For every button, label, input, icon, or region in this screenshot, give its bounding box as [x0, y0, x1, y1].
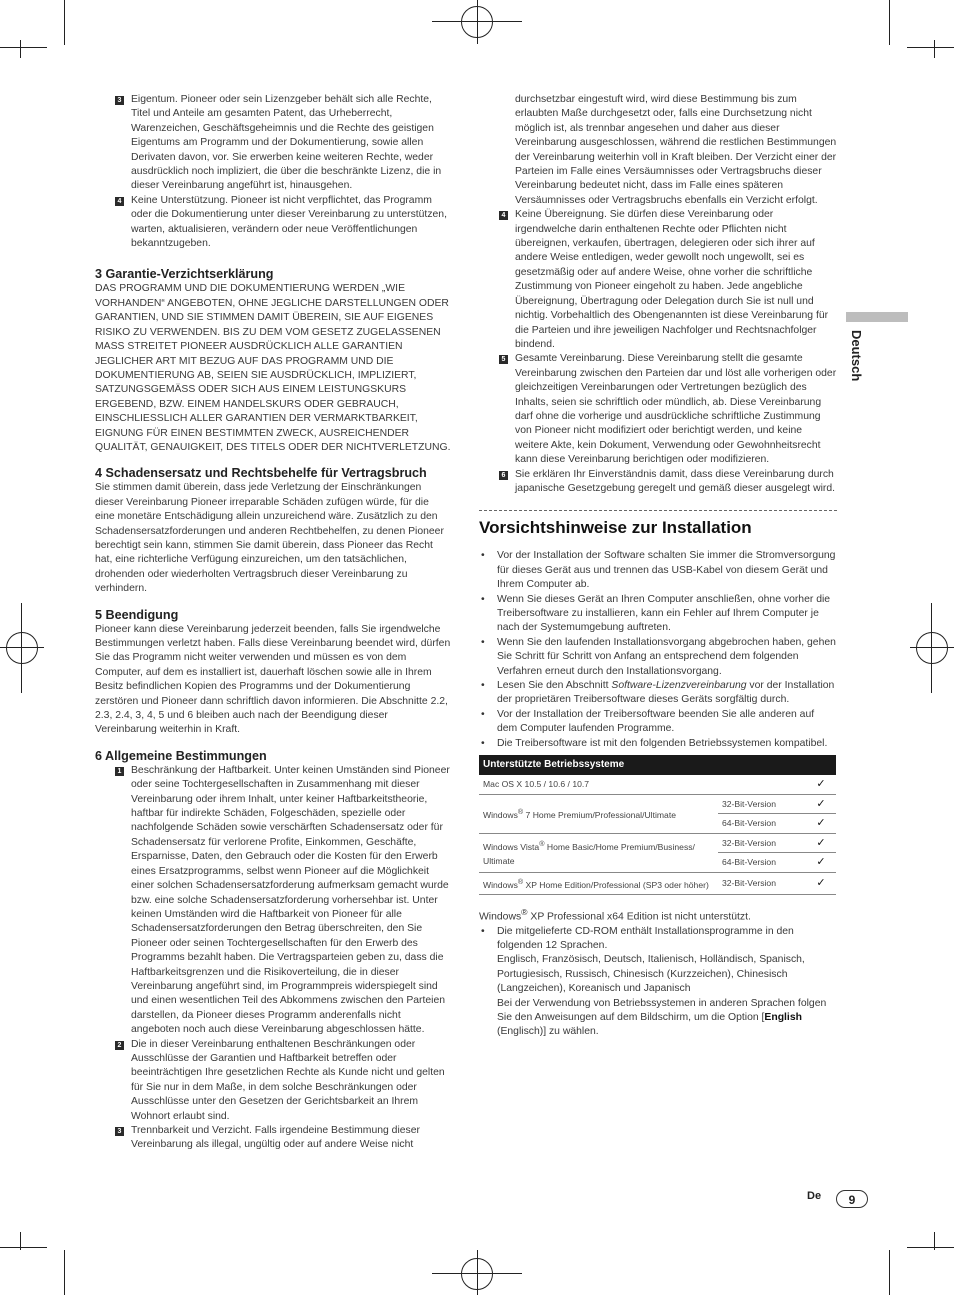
bullet-item — [479, 925, 837, 1040]
os-version: 32-Bit-Version — [718, 794, 806, 813]
section-text-5: Pioneer kann diese Vereinbarung jederzeit beenden, falls Sie irgendwelche Bestimmungen verletzt haben. Falls diese Vereinbarung beendet wird, dürfen Sie das Programm nicht weiter verwenden und müssen es von dem Computer, auf dem es installiert ist, dauerhaft löschen sowie alle in Ihrem Besitz befindlichen Kopien des Programms und der Dokumentierung zerstören und Pioneer dann schriftlich davon informieren. Die Abschnitte 2.2, 2.3, 2.4, 3, 4, 5 und 6 bleiben auch nach der Beendigung dieser Vereinbarung weiterhin in Kraft. — [95, 623, 451, 736]
left-column — [95, 93, 451, 1153]
bullet-item — [479, 636, 837, 679]
os-table-header: Unterstützte Betriebssysteme — [479, 755, 836, 775]
bullet-text: Vor der Installation der Treibersoftware beenden Sie alle anderen auf dem Computer laufenden Programme. — [497, 708, 815, 735]
item-number: 6 — [499, 471, 508, 480]
page-number: 9 — [836, 1190, 868, 1208]
check-icon: ✓ — [806, 814, 836, 833]
os-name — [479, 872, 718, 894]
os-name — [479, 794, 718, 833]
bullet-emphasis: Software-Lizenzvereinbarung — [611, 680, 747, 692]
section-divider — [479, 510, 837, 511]
bullet-item — [479, 549, 837, 592]
os-table — [479, 755, 836, 895]
os-name-part: Windows — [483, 879, 518, 890]
os-name — [479, 833, 718, 872]
registered-mark: ® — [521, 906, 528, 917]
item-text: Sie erklären Ihr Einverständnis damit, dass diese Vereinbarung durch japanische Gesetzgebung geregelt und gemäß dieser ausgelegt wird. — [515, 468, 836, 494]
note-text: Windows — [479, 911, 522, 923]
bullet-item — [479, 737, 837, 751]
list-item — [95, 93, 451, 194]
bullet-item — [479, 679, 837, 708]
os-version: 32-Bit-Version — [718, 833, 806, 852]
os-version: 64-Bit-Version — [718, 853, 806, 872]
bullet-text: Die Treibersoftware ist mit den folgenden Betriebssystemen kompatibel. — [497, 737, 828, 749]
list-item — [479, 468, 837, 497]
bullet-text: Wenn Sie dieses Gerät an Ihren Computer anschließen, ohne vorher die Treibersoftware zu installieren, kann ein Fehler auf Ihrem Computer je nach der Systemumgebung auftreten. — [497, 593, 831, 634]
bullet-text: Wenn Sie den laufenden Installationsvorgang abgebrochen haben, gehen Sie Schritt für Schritt von Anfang an entsprechend dem folgenden Verfahren erneut durch den Installationsvorgang. — [497, 636, 836, 677]
section-heading-6: 6 Allgemeine Bestimmungen — [95, 748, 267, 763]
right-column — [479, 93, 837, 1040]
registered-mark: ® — [517, 877, 524, 886]
bullet-text: Vor der Installation der Software schalten Sie immer die Stromversorgung für dieses Gerät aus und trennen das USB-Kabel von diesem Gerät und Ihrem Computer ab. — [497, 550, 836, 591]
bullet-text: vor der Installation der proprietären Treibersoftware dieses Geräts sorgfältig durch. — [497, 680, 835, 706]
os-name-part: Home Basic/Home Premium/Business/ Ultimate — [483, 841, 695, 867]
bullet-text: • Die mitgelieferte CD-ROM enthält Installationsprogramme in den folgenden 12 Sprachen. — [497, 925, 794, 952]
option-name: English — [764, 1012, 802, 1024]
registered-mark: ® — [539, 839, 545, 848]
os-name-part: Windows — [483, 810, 518, 820]
continued-text: durchsetzbar eingestuft wird, wird diese Bestimmung bis zum erlaubten Maße durchgesetzt oder, falls eine Durchsetzung nicht möglich ist, als trennbar angesehen und daher aus dieser Vereinbarung ausgeschlossen, während die restlichen Bestimmungen der Vereinbarung weiterhin voll in Kraft bleiben. Der Verzicht einer der Parteien im Falle eines Versäumnisses oder Vertragsbruchs dieser Vereinbarung bedeutet nicht, dass im Falle eines späteren Versäumnisses oder Vertragsbruchs ebenfalls ein Verzicht erfolgt. — [515, 94, 837, 206]
item-number: 1 — [115, 767, 124, 776]
bullet-text: Bei der Verwendung von Betriebssystemen in anderen Sprachen folgen Sie den Anweisungen auf dem Bildschirm, um die Option [ — [497, 997, 827, 1024]
bullet-text: (Englisch)] zu wählen. — [497, 1026, 599, 1038]
side-language-label: Deutsch — [849, 330, 864, 382]
bullet-item — [479, 593, 837, 636]
bullet-item — [479, 708, 837, 737]
item-text: Gesamte Vereinbarung. Diese Vereinbarung stellt die gesamte Vereinbarung zwischen den Parteien dar und löst alle vorherigen oder gleichzeitigen Vereinbarungen oder Vertretungen bezüglich des Inhalts, seien sie schriftlich oder mündlich, ab. Diese Vereinbarung darf ohne die vorherige und ausdrückliche schriftliche Zustimmung von Pioneer nicht modifiziert oder berichtigt werden, und keine weitere Akte, kein Dokument, Verwendung oder Gewohnheitsrecht kann diese Vereinbarung berichtigen oder modifizieren. — [515, 353, 837, 466]
list-item — [479, 208, 837, 352]
section-heading-4: 4 Schadensersatz und Rechtsbehelfe für Vertragsbruch — [95, 466, 427, 481]
check-icon: ✓ — [806, 853, 836, 872]
os-name: Mac OS X 10.5 / 10.6 / 10.7 — [479, 775, 806, 794]
os-name-part: Windows Vista — [483, 841, 540, 852]
item-text: Die in dieser Vereinbarung enthaltenen Beschränkungen oder Ausschlüsse der Garantien und Haftbarkeit betreffen oder beeinträchtigen Ihre gesetzlichen Rechte als Kunde nicht und gelten für Sie nur in dem Maße, in dem solche Beschränkungen oder Ausschlüsse unter den Gesetzen der Gerichtsbarkeit an Ihrem Wohnort erlaubt sind. — [131, 1038, 445, 1122]
item-number: 3 — [115, 96, 124, 105]
table-row — [479, 794, 836, 813]
check-icon: ✓ — [806, 794, 836, 813]
table-row — [479, 833, 836, 852]
table-row — [479, 775, 836, 794]
item-number: 2 — [115, 1041, 124, 1050]
os-name-part: 7 Home Premium/Professional/Ultimate — [523, 810, 676, 820]
section-text-4: Sie stimmen damit überein, dass jede Verletzung der Einschränkungen dieser Vereinbarung Pioneer irreparable Schäden zufügen würde, für die eine monetäre Entschädigung allein unzureichend wäre. Zusätzlich zu den Schadensersatzforderungen und anderen Rechtbehelfen, zu denen Pioneer berechtigt sein kann, stimmen Sie damit überein, dass Pioneer das Recht hat, eine richterliche Verfügung einzureichen, um den tatsächlichen, drohenden oder wiederholten Vertragsbruch dieser Vereinbarung zu verhindern. — [95, 482, 444, 595]
os-version: 32-Bit-Version — [718, 872, 806, 894]
installation-heading: Vorsichtshinweise zur Installation — [479, 518, 752, 538]
footer-language: De — [807, 1190, 822, 1202]
item-number: 5 — [499, 355, 508, 364]
table-row — [479, 872, 836, 894]
item-text: Eigentum. Pioneer oder sein Lizenzgeber behält sich alle Rechte, Titel und Anteile am gesamten Patent, das Urheberrecht, Warenzeichen, Geschäftsgeheimnis und die Rechte des geistigen Eigentums am Programm und der Dokumentierung, sowie allen Derivaten davon, vor. Sie erwerben keine weiteren Rechte, weder ausdrücklich noch impliziert, die über die beschränkte Lizenz, die in dieser Vereinbarung angeführt ist, hinausgehen. — [131, 94, 442, 192]
os-version: 64-Bit-Version — [718, 814, 806, 833]
list-item — [95, 764, 451, 1038]
xp-note — [479, 905, 837, 925]
section-heading-3: 3 Garantie-Verzichtserklärung — [95, 267, 274, 282]
note-text: XP Professional x64 Edition ist nicht unterstützt. — [527, 911, 751, 923]
check-icon: ✓ — [806, 872, 836, 894]
section-heading-5: 5 Beendigung — [95, 607, 179, 622]
list-item — [95, 1124, 451, 1153]
list-item — [479, 352, 837, 467]
side-tab-bar — [846, 312, 908, 322]
other-language-text — [497, 997, 837, 1040]
item-number: 4 — [115, 197, 124, 206]
item-text: Trennbarkeit und Verzicht. Falls irgendeine Bestimmung dieser Vereinbarung als illegal, ungültig oder auf andere Weise nicht — [131, 1125, 420, 1151]
item-text: Beschränkung der Haftbarkeit. Unter keinen Umständen sind Pioneer oder seine Tochtergesellschaften in Zusammenhang mit dieser Vereinbarung oder ihrem Inhalt, unter keiner Haftbarkeitstheorie, haftbar für indirekte Schäden, Folgeschäden, spezielle oder nachfolgende Schäden sowie verschärften Schadensersatz oder für Schadensersatz für verlorene Profite, Einkommen, Geschäfte, Ersparnisse, Daten, den Gebrauch oder die Kosten für den Erwerb eines Ersatzprogramms, selbst wenn Pioneer auf die Möglichkeit einer solchen Schadensersatzforderung aufmerksam gemacht wurde bzw. eine solche Schadensersatzforderung vorhersehbar ist. Unter keinen Umständen wird die Haftbarkeit von Pioneer für alle Schadensersatzforderungen den Betrag überschreiten, den Sie Pioneer oder seinen Tochtergesellschaften für den Erwerb des Programms bezahlt haben. Die Vertragsparteien geben zu, dass die Haftbarkeitsgrenzen und die Risikoverteilung, die in dieser Vereinbarung angeführt sind, im Programmpreis widerspiegelt sind und einen wesentlichen Teil des Abkommens zwischen den Parteien darstellen, da Pioneer dieses Programm anderenfalls nicht angeboten noch auch diese Vereinbarung abgeschlossen hätte. — [131, 764, 450, 1036]
registered-mark: ® — [517, 808, 524, 817]
item-number: 4 — [499, 211, 508, 220]
item-number: 3 — [115, 1127, 124, 1136]
languages-list: Englisch, Französisch, Deutsch, Italienisch, Holländisch, Spanisch, Portugiesisch, Russisch, Chinesisch (Kurzzeichen), Chinesisch (Langzeichen), Koreanisch und Japanisch — [497, 954, 805, 995]
list-item — [95, 194, 451, 252]
item-text: Keine Unterstützung. Pioneer ist nicht verpflichtet, das Programm oder die Dokumentierung unter dieser Vereinbarung zu unterstützen, warten, aktualisieren, verändern oder neue Veröffentlichungen bekanntzugeben. — [131, 194, 447, 250]
list-item — [95, 1038, 451, 1124]
item-text: Keine Übereignung. Sie dürfen diese Vereinbarung oder irgendwelche darin enthaltenen Rechte oder Pflichten nicht übereignen, verkaufen, übertragen, delegieren oder sich ihrer auf andere Weise entledigen, weder gewollt noch ungewollt, sei es gesetzmäßig oder auf andere Weise, ohne vorher die schriftliche Zustimmung von Pioneer eingeholt zu haben. Jede angebliche Übereignung, Übertragung oder Delegation durch Sie ist null und nichtig. Vorbehaltlich des Obengenannten ist diese Vereinbarung für die Parteien und ihre jeweiligen Nachfolger und Rechtsnachfolger bindend. — [515, 209, 829, 350]
check-icon: ✓ — [806, 833, 836, 852]
os-name-part: XP Home Edition/Professional (SP3 oder höher) — [523, 879, 709, 890]
bullet-text: Lesen Sie den Abschnitt — [497, 680, 612, 692]
section-text-3: DAS PROGRAMM UND DIE DOKUMENTIERUNG WERDEN „WIE VORHANDEN“ ANGEBOTEN, OHNE JEGLICHE DARSTELLUNGEN ODER GARANTIEN, UND SIE STIMMEN DAMIT ÜBEREIN, SIE AUF EIGENES RISIKO ZU VERWENDEN. BIS ZU DEM VOM GESETZ ZUGELASSENEN MASS STREITET PIONEER AUSDRÜCKLICH ALLE GARANTIEN JEGLICHER ART MIT BEZUG AUF DAS PROGRAMM UND DIE DOKUMENTIERUNG AB, SEIEN SIE AUSDRÜCKLICH, IMPLIZIERT, SATZUNGSGEMÄSS ODER SICH AUS EINEM LEISTUNGSKURS ERGEBEND, BZW. EINEM HANDELSKURS ODER GEBRAUCH, EINSCHLIESSLICH ALLER GARANTIEN DER VERMARKTBARKEIT, EIGNUNG FÜR EINEN BESTIMMTEN ZWECK, AUSREICHENDER QUALITÄT, GENAUIGKEIT, DES TITELS ODER DER NICHTVERLETZUNG. — [95, 283, 451, 453]
check-icon: ✓ — [806, 775, 836, 794]
